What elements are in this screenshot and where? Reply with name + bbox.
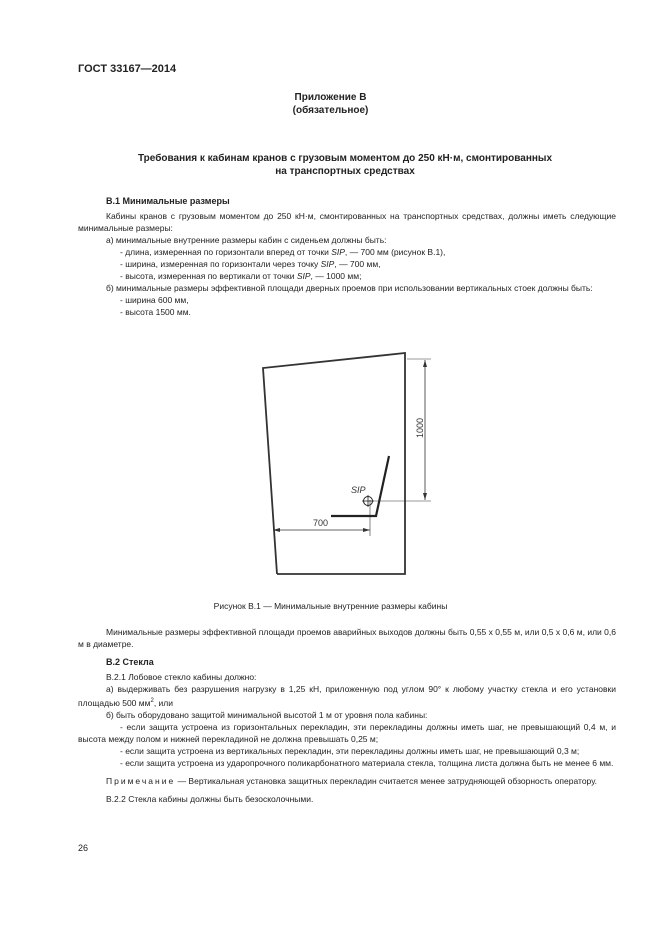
- section-b2-body: [78, 671, 616, 805]
- b2-item-b1: - если защита устроена из горизонтальных перекладин, эти перекладины должны иметь шаг, не превышающий 0,4 м, и высота между полом и нижней перекладиной не должна превышать 0,25 м;: [78, 721, 616, 744]
- main-title: [100, 152, 590, 178]
- height-arrow-top: [423, 360, 427, 367]
- b2-item-b2: - если защита устроена из вертикальных перекладин, эти перекладины должны иметь шаг, не превышающий 0,3 м;: [120, 745, 580, 756]
- b1-item-a2: - ширина, измеренная по горизонтали через точку SIP, — 700 мм,: [120, 259, 381, 269]
- b1-item-a1: - длина, измеренная по горизонтали вперед от точки SIP, — 700 мм (рисунок В.1),: [120, 247, 446, 257]
- section-b1-heading: В.1 Минимальные размеры: [106, 196, 230, 206]
- length-arrow-right: [363, 528, 370, 532]
- note-label: Примечание: [106, 775, 176, 786]
- b1-item-a: а) минимальные внутренние размеры кабин с сиденьем должны быть:: [106, 235, 387, 245]
- cabin-outline: [263, 353, 405, 574]
- after-figure-paragraph: [78, 626, 616, 650]
- b2-p1: В.2.1 Лобовое стекло кабины должно:: [106, 672, 257, 682]
- standard-number: ГОСТ 33167—2014: [78, 63, 177, 75]
- main-title-line1: Требования к кабинам кранов с грузовым моментом до 250 кН·м, смонтированных: [137, 153, 553, 164]
- appendix-title: Приложение В: [294, 92, 367, 103]
- page-number: 26: [78, 843, 89, 853]
- b1-item-b: б) минимальные размеры эффективной площади дверных проемов при использовании вертикальных стоек должны быть:: [106, 283, 593, 293]
- b1-item-b1: - ширина 600 мм,: [120, 295, 189, 305]
- length-dimension-label: 700: [313, 518, 329, 528]
- note-text: — Вертикальная установка защитных перекладин считается менее затрудняющей обзорность оператору.: [175, 775, 597, 786]
- note: [78, 775, 616, 787]
- sip-label: SIP: [351, 485, 366, 495]
- b1-intro: Кабины кранов с грузовым моментом до 250 кН·м, смонтированных на транспортных средствах, должны иметь следующие минимальные размеры:: [78, 211, 616, 233]
- figure-caption: Рисунок В.1 — Минимальные внутренние размеры кабины: [213, 601, 448, 611]
- section-b1-body: [78, 210, 616, 318]
- b1-item-a3: - высота, измеренная по вертикали от точки SIP, — 1000 мм;: [120, 271, 362, 281]
- section-b2-heading: В.2 Стекла: [106, 657, 154, 667]
- b2-item-a: а) выдерживать без разрушения нагрузку в 1,25 кН, приложенную под углом 90° к любому участку стекла и его установки площадью 500 $мм^2$, или: [78, 684, 616, 708]
- height-dimension-label: 1000: [415, 417, 425, 438]
- b2-item-b3: - если защита устроена из ударопрочного поликарбонатного материала стекла, толщина листа должна быть не менее 6 мм.: [120, 757, 614, 768]
- b1-item-b2: - высота 1500 мм.: [120, 307, 191, 317]
- emergency-exit-text: Минимальные размеры эффективной площади проемов аварийных выходов должны быть 0,55 x 0,55 м, или 0,5 x 0,6 м, или 0,6 м в диаметре.: [78, 627, 616, 649]
- height-arrow-bottom: [423, 493, 427, 500]
- cabin-figure: [255, 350, 445, 580]
- appendix-status: (обязательное): [292, 105, 369, 116]
- main-title-line2: на транспортных средствах: [275, 166, 415, 177]
- b2-item-b: б) быть оборудовано защитой минимальной высотой 1 м от уровня пола кабины:: [106, 709, 428, 720]
- b2-p2: В.2.2 Стекла кабины должны быть безосколочными.: [106, 793, 314, 804]
